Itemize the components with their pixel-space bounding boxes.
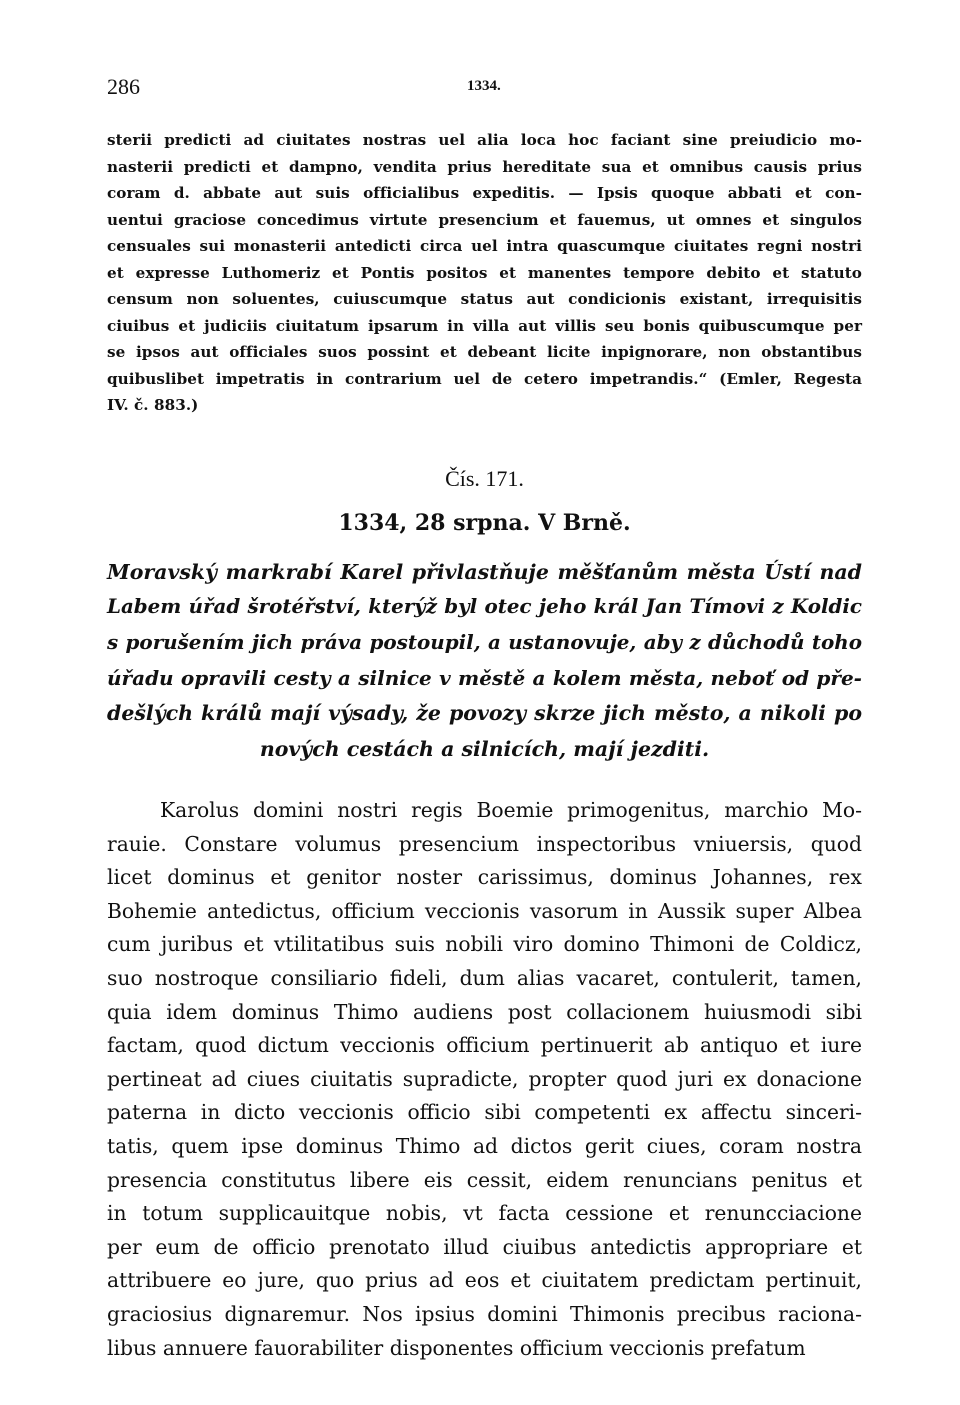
text-line: Bohemie antedictus, officium veccionis vasorum in Aussik super Albea [107, 898, 862, 923]
regest-line: úřadu opravili cesty a silnice v městě a kolem města, neboť od pře- [107, 665, 862, 690]
text-line: suo nostroque consiliario fideli, dum alias vacaret, contulerit, tamen, [107, 966, 862, 990]
text-line: in totum supplicauitque nobis, vt facta cessione et renuncciacione [107, 1201, 862, 1226]
continuation-line: censum non soluentes, cuiuscumque status aut condicionis existant, irrequisitis [107, 290, 862, 308]
continuation-line: se ipsos aut officiales suos possint et debeant licite inpignorare, non obstantibus [107, 343, 862, 361]
regest-line: Moravský markrabí Karel přivlastňuje měšťanům města Ústí nad [107, 560, 862, 584]
text-line: licet dominus et genitor noster carissimus, dominus Johannes, rex [107, 865, 862, 890]
text-line: Karolus domini nostri regis Boemie primogenitus, marchio Mo- [160, 798, 862, 822]
continuation-line: ciuibus et judiciis ciuitatum ipsarum in villa aut villis seu bonis quibuscumque per [107, 316, 862, 335]
text-line: pertineat ad ciues ciuitatis supradicte, propter quod juri ex donacione [107, 1066, 862, 1091]
continuation-line: quibuslibet impetratis in contrarium uel de cetero impetrandis.“ (Emler, Regesta [107, 369, 862, 388]
continuation-line: sterii predicti ad ciuitates nostras uel alia loca hoc faciant sine preiudicio mo- [107, 131, 862, 149]
regest-line: s porušením jich práva postoupil, a ustanovuje, aby z důchodů toho [107, 629, 862, 654]
text-line: libus annuere fauorabiliter disponentes officium veccionis prefatum [107, 1335, 806, 1360]
text-line: cum juribus et vtilitatibus suis nobili viro domino Thimoni de Coldicz, [107, 932, 862, 957]
continuation-line: nasterii predicti et dampno, vendita prius hereditate sua et omnibus causis prius [107, 157, 862, 176]
regest-line: nových cestách a silnicích, mají jezditi. [259, 736, 710, 761]
continuation-line: censuales sui monasterii antedicti circa uel intra quascumque ciuitates regni nostri [107, 237, 862, 255]
text-line: rauie. Constare volumus presencium inspectoribus vniuersis, quod [107, 831, 862, 856]
continuation-line: IV. č. 883.) [107, 396, 199, 414]
text-line: quia idem dominus Thimo audiens post collacionem huiusmodi sibi [107, 999, 862, 1024]
text-line: graciosius dignaremur. Nos ipsius domini Thimonis precibus raciona- [107, 1302, 862, 1326]
regest-line: Labem úřad šrotéřství, kterýž byl otec jeho král Jan Tímovi z Koldic [107, 594, 862, 619]
running-header-year: 1334. [467, 78, 501, 94]
text-line: per eum de officio prenotato illud ciuibus antedictis appropriare et [107, 1234, 862, 1259]
document-date: 1334, 28 srpna. V Brně. [338, 510, 631, 536]
text-line: factam, quod dictum veccionis officium pertinuerit ab antiquo et iure [107, 1033, 862, 1058]
continuation-line: uentui graciose concedimus virtute presencium et fauemus, ut omnes et singulos [107, 210, 862, 229]
page-header [107, 74, 862, 104]
text-line: presencia constitutus libere eis cessit, eidem renuncians penitus et [107, 1167, 862, 1192]
text-line: paterna in dicto veccionis officio sibi competenti ex affectu sinceri- [107, 1100, 862, 1125]
text-line: attribuere eo jure, quo prius ad eos et ciuitatem predictam pertinuit, [107, 1268, 862, 1293]
regest-line: dešlých králů mají výsady, že povozy skrze jich město, a nikoli po [107, 701, 862, 726]
document-number: Čís. 171. [445, 466, 524, 491]
text-line: tatis, quem ipse dominus Thimo ad dictos gerit ciues, coram nostra [107, 1134, 862, 1158]
page-number: 286 [107, 74, 140, 99]
continuation-line: et expresse Luthomeriz et Pontis positos et manentes tempore debito et statuto [107, 263, 862, 282]
continuation-line: coram d. abbate aut suis officialibus expeditis. — Ipsis quoque abbati et con- [107, 184, 862, 202]
